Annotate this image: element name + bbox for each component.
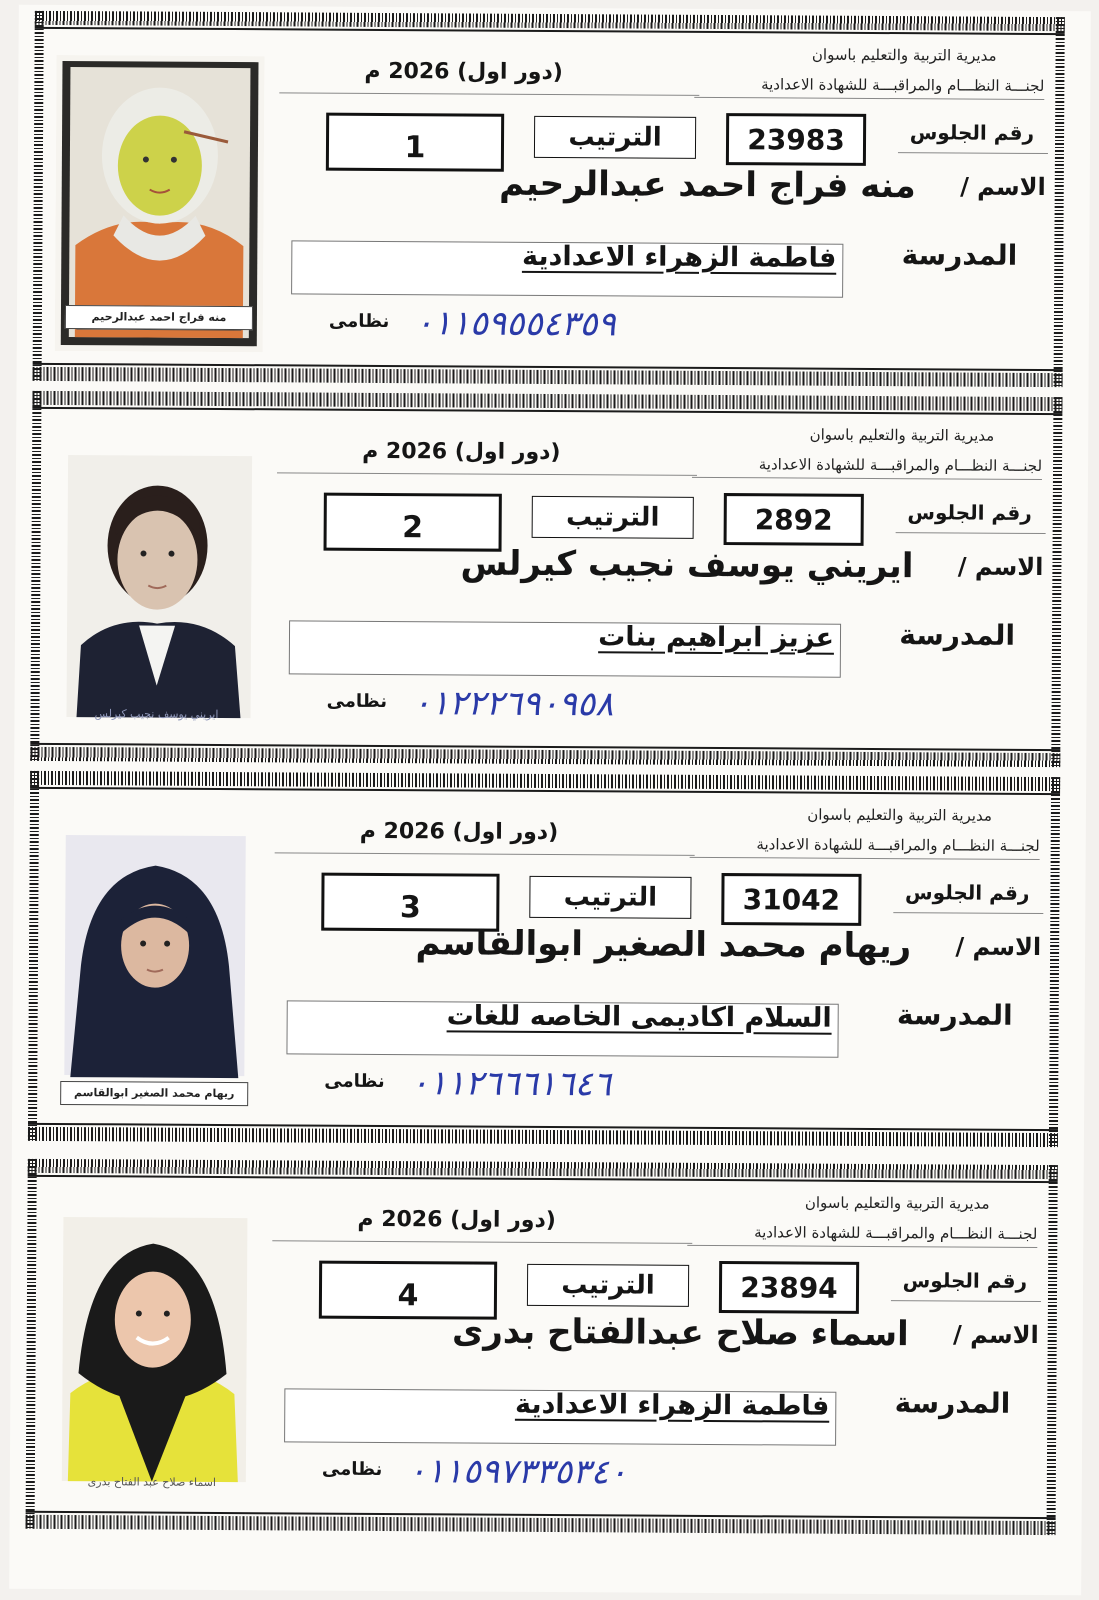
border-left: [28, 771, 39, 1141]
border-top: [32, 391, 1062, 411]
committee-label: لجنـــة النظـــام والمراقبـــة للشهادة الاعدادية: [761, 75, 1045, 96]
divider: [893, 912, 1043, 914]
border-right: [1054, 17, 1065, 387]
student-photo: [55, 55, 265, 352]
school-name: فاطمة الزهراء الاعدادية: [514, 1388, 830, 1422]
name-label: الاسم /: [957, 552, 1044, 582]
committee-label: لجنـــة النظـــام والمراقبـــة للشهادة الاعدادية: [758, 455, 1043, 475]
border-left: [26, 1159, 37, 1529]
border-right: [1051, 397, 1062, 767]
divider: [277, 472, 697, 476]
rank-value: 1: [326, 113, 504, 172]
border-right: [1049, 777, 1060, 1147]
directorate-label: مديرية التربية والتعليم باسوان: [809, 425, 995, 445]
directorate-label: مديرية التربية والتعليم باسوان: [811, 45, 997, 65]
name-label: الاسم /: [955, 932, 1042, 962]
divider: [891, 1300, 1041, 1302]
school-name: فاطمة الزهراء الاعدادية: [521, 240, 837, 274]
student-name: اسماء صلاح عبدالفتاح بدرى: [451, 1311, 909, 1355]
border-bottom: [30, 747, 1060, 767]
name-label: الاسم /: [960, 172, 1046, 202]
student-name: منه فراج احمد عبدالرحيم: [499, 163, 916, 207]
student-name: ريهام محمد الصغير ابوالقاسم: [415, 923, 912, 967]
school-name: السلام اكاديمى الخاصه للغات: [446, 1000, 832, 1034]
divider: [694, 97, 1044, 100]
photo-caption: اسماء صلاح عبد الفتاح بدرى: [87, 1475, 217, 1489]
divider: [275, 852, 695, 856]
school-field: [286, 1000, 838, 1057]
seat-number: 2892: [724, 493, 864, 546]
committee-label: لجنـــة النظـــام والمراقبـــة للشهادة الاعدادية: [754, 1223, 1038, 1243]
school-name: عزيز ابراهيم بنات: [598, 621, 835, 654]
rank-value: 3: [321, 873, 499, 932]
document-sheet: [9, 5, 1091, 1596]
school-label: المدرسة: [896, 998, 1013, 1032]
system-label: نظامى: [324, 1070, 385, 1092]
divider: [279, 92, 699, 96]
student-card-1: [33, 11, 1065, 387]
exam-round: (دور اول) 2026 م: [359, 818, 559, 846]
school-label: المدرسة: [899, 618, 1016, 652]
border-bottom: [28, 1127, 1058, 1147]
border-bottom: [26, 1515, 1056, 1535]
divider: [690, 857, 1040, 860]
border-top: [28, 1159, 1058, 1179]
school-field: [289, 620, 841, 677]
committee-label: لجنـــة النظـــام والمراقبـــة للشهادة الاعدادية: [756, 835, 1040, 855]
photo-portrait: [48, 1203, 258, 1500]
name-label: الاسم /: [953, 1320, 1039, 1349]
rank-label: الترتيب: [534, 116, 696, 159]
rank-value: 4: [319, 1261, 497, 1320]
border-top: [35, 11, 1065, 31]
seat-number: 23894: [719, 1261, 859, 1314]
divider: [898, 152, 1048, 154]
divider: [692, 477, 1042, 480]
exam-round: (دور اول) 2026 م: [364, 58, 563, 86]
rank-label: الترتيب: [529, 876, 691, 919]
photo-caption: ريهام محمد الصغير ابوالقاسم: [60, 1081, 248, 1106]
seat-number: 23983: [726, 113, 866, 166]
seat-label: رقم الجلوس: [909, 120, 1035, 145]
system-label: نظامى: [326, 690, 388, 713]
divider: [272, 1240, 692, 1244]
photo-portrait: [50, 815, 260, 1112]
phone-number: ٠١١٥٩٥٥٤٣٥٩: [414, 303, 616, 345]
student-card-3: [28, 771, 1060, 1147]
border-top: [30, 771, 1060, 791]
photo-caption: منه فراج احمد عبدالرحيم: [65, 305, 253, 330]
divider: [896, 532, 1046, 534]
student-photo: [50, 815, 260, 1112]
school-field: [291, 240, 843, 297]
directorate-label: مديرية التربية والتعليم باسوان: [807, 805, 992, 825]
border-bottom: [33, 367, 1063, 387]
student-photo: [48, 1203, 258, 1500]
seat-label: رقم الجلوس: [907, 500, 1032, 525]
border-left: [30, 391, 41, 761]
phone-number: ٠١١٢٦٦٦١٦٤٦: [410, 1063, 612, 1105]
border-right: [1047, 1165, 1058, 1535]
school-label: المدرسة: [901, 238, 1018, 272]
student-card-2: [30, 391, 1062, 767]
directorate-label: مديرية التربية والتعليم باسوان: [804, 1193, 990, 1213]
exam-round: (دور اول) 2026 م: [362, 438, 561, 466]
photo-caption: ايريني يوسف نجيب كيرلس: [94, 707, 219, 721]
seat-label: رقم الجلوس: [902, 1268, 1028, 1293]
exam-round: (دور اول) 2026 م: [357, 1206, 556, 1234]
student-name: ايريني يوسف نجيب كيرلس: [460, 543, 914, 587]
phone-number: ٠١١٥٩٧٣٣٥٣٤٠: [407, 1451, 628, 1493]
seat-number: 31042: [721, 873, 861, 926]
student-card-4: [26, 1159, 1058, 1535]
phone-number: ٠١٢٢٢٦٩٠٩٥٨: [412, 683, 614, 725]
system-label: نظامى: [321, 1458, 383, 1480]
student-photo: [52, 435, 262, 732]
school-field: [284, 1388, 836, 1445]
system-label: نظامى: [328, 310, 390, 333]
divider: [687, 1245, 1037, 1248]
border-left: [33, 11, 44, 381]
seat-label: رقم الجلوس: [905, 880, 1030, 905]
rank-value: 2: [324, 493, 502, 552]
rank-label: الترتيب: [532, 496, 694, 539]
rank-label: الترتيب: [527, 1264, 689, 1307]
school-label: المدرسة: [894, 1386, 1011, 1420]
photo-portrait: [52, 435, 262, 732]
